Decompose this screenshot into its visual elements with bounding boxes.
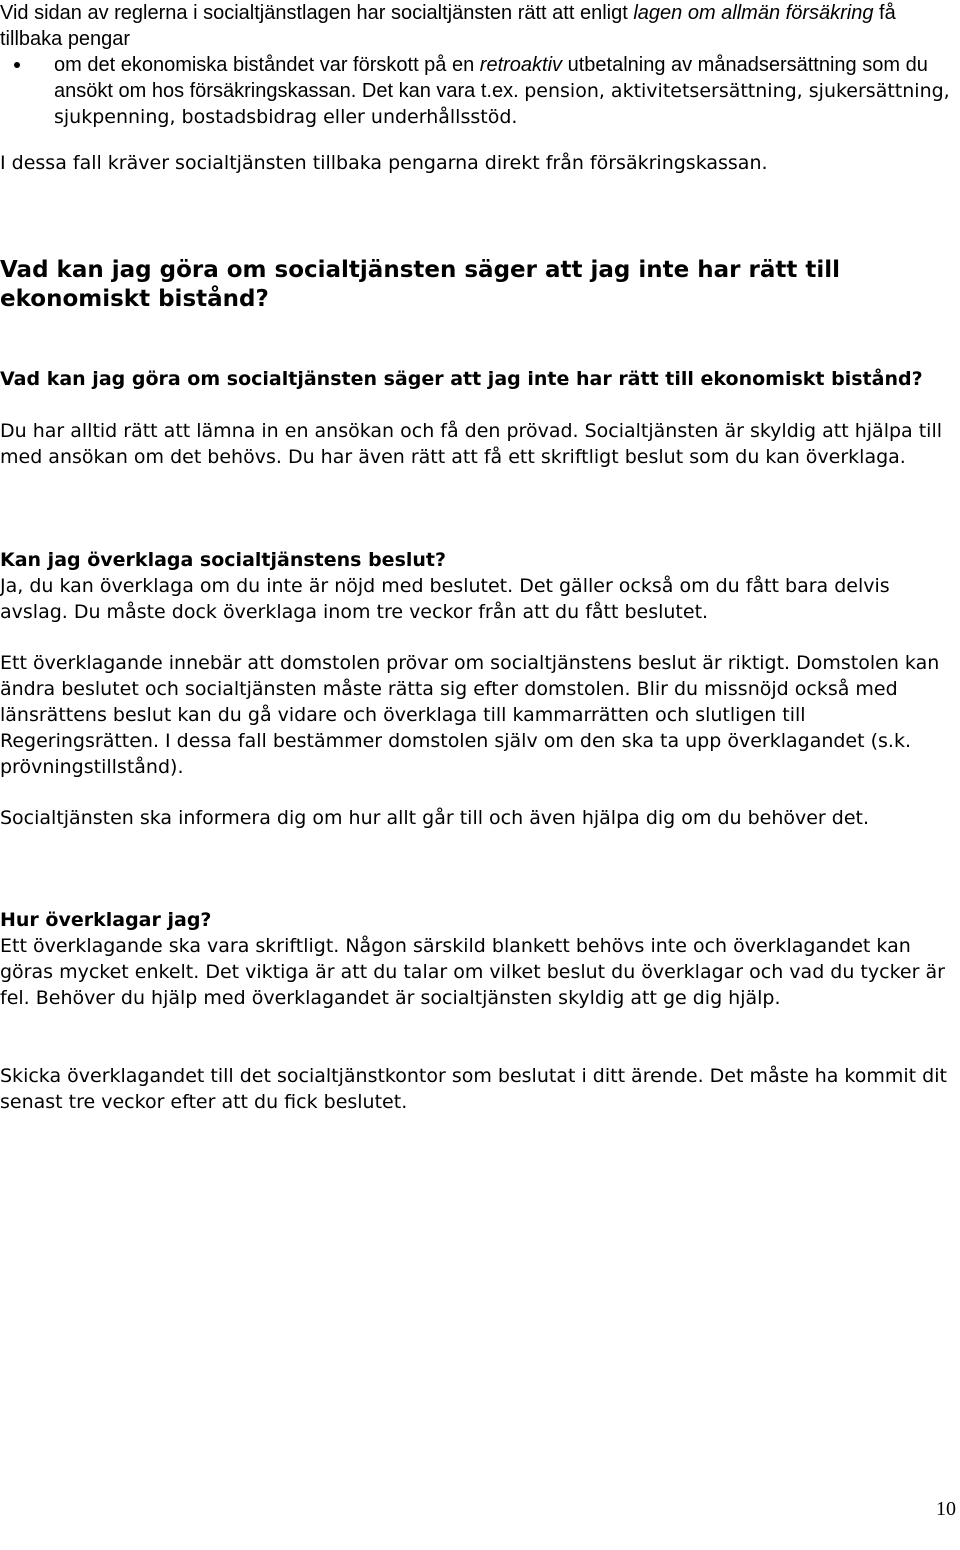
after-bullets-paragraph: I dessa fall kräver socialtjänsten tillbaka pengarna direkt från försäkringskassan. [0,152,768,174]
bullet-item [0,52,956,130]
intro-text-after: få tillbaka pengar [0,2,896,50]
bullet-emphasis: retroaktiv [479,54,563,76]
page-number: 10 [936,1498,956,1520]
q1-body: Du har alltid rätt att lämna in en ansökan och få den prövad. Socialtjänsten är skyldig att hjälpa till med ansökan om det behövs. Du har även rätt att få ett skriftligt beslut som du kan överklaga. [0,420,943,468]
bullet-text-part: om det ekonomiska biståndet var förskott på en [54,54,480,76]
intro-paragraph [0,0,956,52]
q3-heading: Hur överklagar jag? [0,909,212,931]
q2-paragraph-3: Socialtjänsten ska informera dig om hur allt går till och även hjälpa dig om du behöver det. [0,807,870,829]
intro-text-before: Vid sidan av reglerna i socialtjänstlagen har socialtjänsten rätt att enligt [0,2,634,24]
q2-body: Ja, du kan överklaga om du inte är nöjd med beslutet. Det gäller också om du fått bara delvis avslag. Du måste dock överklaga inom tre veckor från att du fått beslutet. [0,575,890,623]
q1-heading: Vad kan jag göra om socialtjänsten säger att jag inte har rätt till ekonomiskt bistånd? [0,368,923,390]
bullet-text [54,52,956,130]
law-name: lagen om allmän försäkring [633,2,874,24]
bullet-text-tail: pension, aktivitetsersättning, sjukersättning, sjukpenning, bostadsbidrag eller underhållsstöd. [54,80,950,128]
section-heading: Vad kan jag göra om socialtjänsten säger att jag inte har rätt till ekonomiskt bistånd? [0,257,840,312]
q2-heading: Kan jag överklaga socialtjänstens beslut? [0,549,447,571]
bullet-marker [14,62,20,68]
q3-paragraph-2: Skicka överklagandet till det socialtjänstkontor som beslutat i ditt ärende. Det måste ha kommit dit senast tre veckor efter att du fick beslutet. [0,1065,947,1113]
bullet-list [0,52,956,130]
bullet-text-part: utbetalning av månadsersättning som du ansökt om hos försäkringskassan. Det kan vara t.ex. [54,54,928,102]
q2-paragraph-2: Ett överklagande innebär att domstolen prövar om socialtjänstens beslut är riktigt. Domstolen kan ändra beslutet och socialtjänsten måste rätta sig efter domstolen. Blir du missnöjd också med länsrättens beslut kan du gå vidare och överklaga till kammarrätten och slutligen till Regeringsrätten. I dessa fall bestämmer domstolen själv om den ska ta upp överklagandet (s.k. prövningstillstånd). [0,652,940,778]
q3-body: Ett överklagande ska vara skriftligt. Någon särskild blankett behövs inte och överklagandet kan göras mycket enkelt. Det viktiga är att du talar om vilket beslut du överklagar och vad du tycker är fel. Behöver du hjälp med överklagandet är socialtjänsten skyldig att ge dig hjälp. [0,935,945,1009]
